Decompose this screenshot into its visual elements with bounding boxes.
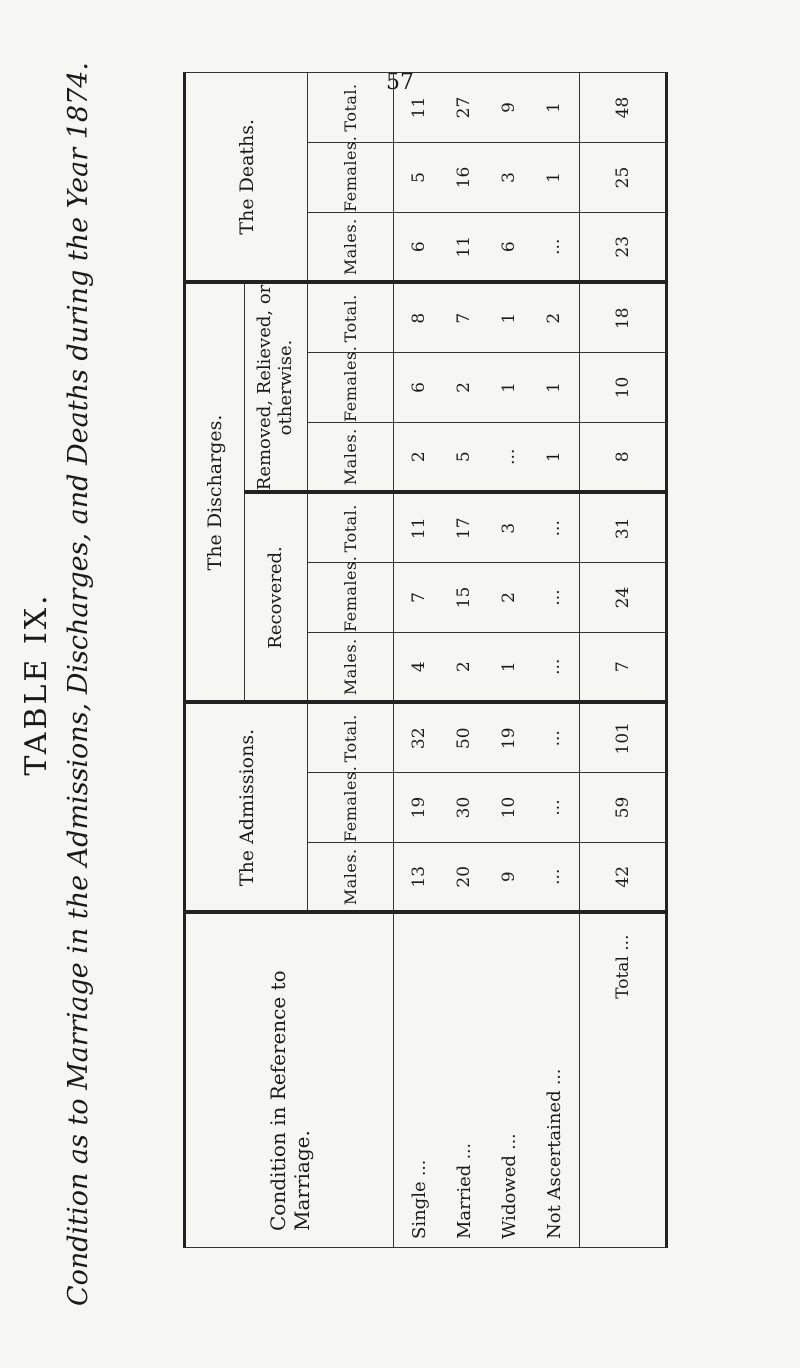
recovered-females-values: 7 15 2 ... [394,562,580,632]
total-value: 48 [580,72,667,142]
deaths-header: The Deaths. [185,72,308,282]
deaths-females-values: 5 16 3 1 [394,142,580,212]
admissions-females-values: 19 30 10 ... [394,773,580,843]
recovered-total-header: Total. [308,492,394,562]
total-value: 59 [580,773,667,843]
removed-total-values: 8 7 1 2 [394,282,580,352]
removed-males-header: Males. [308,422,394,492]
title-block [20,0,94,1368]
removed-total-header: Total. [308,282,394,352]
recovered-males-values: 4 2 1 ... [394,632,580,702]
total-value: 23 [580,212,667,282]
removed-females-header: Females. [308,352,394,422]
recovered-females-header: Females. [308,562,394,632]
admissions-males-header: Males. [308,843,394,913]
admissions-total-header: Total. [308,702,394,772]
total-value: 7 [580,632,667,702]
deaths-total-values: 11 27 9 1 [394,72,580,142]
page-number: 57 [386,70,414,95]
row-label: Single ... [408,1159,430,1239]
admissions-males-values: 13 20 9 ... [394,843,580,913]
row-label: Widowed ... [498,1133,520,1239]
row-labels [394,913,580,1248]
recovered-header: Recovered. [245,492,308,702]
total-value: 18 [580,282,667,352]
discharges-header: The Discharges. [185,282,245,702]
total-value: 24 [580,562,667,632]
total-value: 10 [580,352,667,422]
table-number: TABLE IX. [19,592,54,776]
removed-males-values: 2 5 ... 1 [394,422,580,492]
row-label: Married ... [453,1143,475,1239]
totals-row [580,72,667,1247]
admissions-total-values: 32 50 19 ... [394,702,580,772]
total-value: 8 [580,422,667,492]
removed-header: Removed, Relieved, or otherwise. [245,282,308,492]
admissions-header: The Admissions. [185,702,308,912]
recovered-total-values: 11 17 3 ... [394,492,580,562]
total-value: 25 [580,142,667,212]
row-label: Not Ascertained ... [543,1068,565,1239]
total-value: 42 [580,843,667,913]
table-caption: Condition as to Marriage in the Admissions, Discharges, and Deaths during the Year 1874. [63,61,94,1307]
deaths-males-header: Males. [308,212,394,282]
marriage-table [183,72,668,1248]
admissions-females-header: Females. [308,773,394,843]
table-body-row [394,72,580,1247]
total-value: 101 [580,702,667,772]
deaths-total-header: Total. [308,72,394,142]
deaths-males-values: 6 11 6 ... [394,212,580,282]
deaths-females-header: Females. [308,142,394,212]
total-value: 31 [580,492,667,562]
recovered-males-header: Males. [308,632,394,702]
condition-header: Condition in Reference to Marriage. [185,913,394,1248]
removed-females-values: 6 2 1 1 [394,352,580,422]
total-label: Total ... [580,913,667,1248]
